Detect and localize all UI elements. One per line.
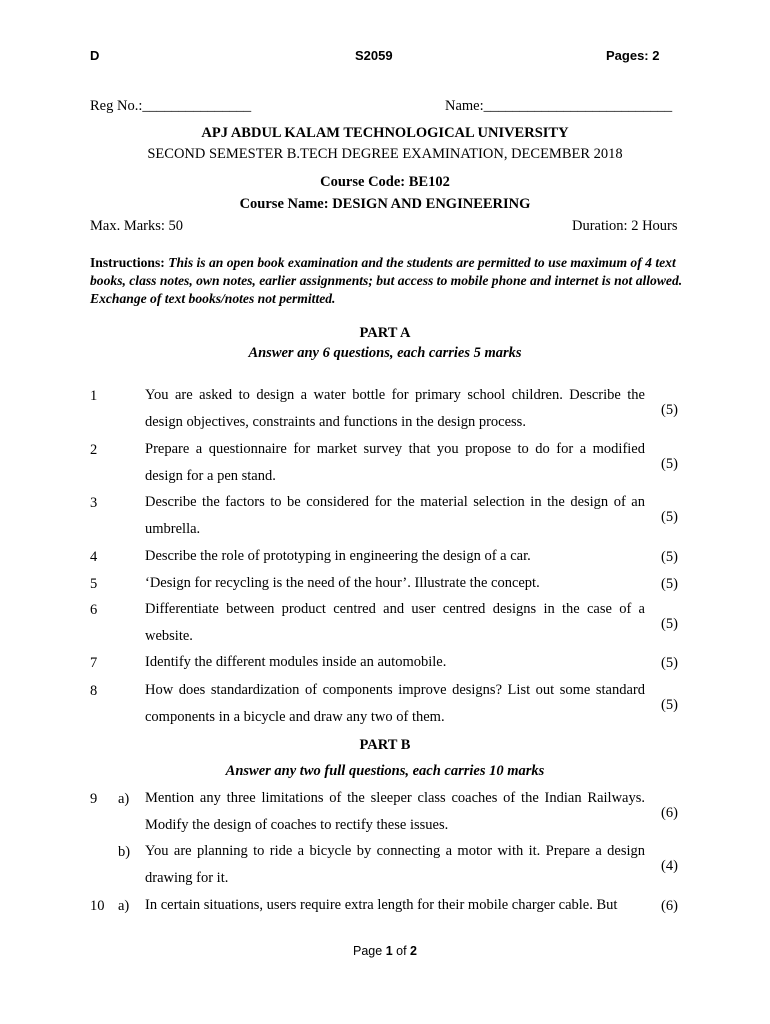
question-number: 6 xyxy=(90,602,98,618)
course-name: Course Name: DESIGN AND ENGINEERING xyxy=(239,196,531,212)
question-number: 4 xyxy=(90,549,98,565)
reg-no-field: Reg No.:_______________ xyxy=(90,98,252,114)
question-marks: (5) xyxy=(661,456,678,472)
question-text: Describe the role of prototyping in engineering the design of a car. xyxy=(145,548,531,564)
question-text: Mention any three limitations of the sleeper class coaches of the Indian Railways. Modify the design of coaches to rectify these issues. xyxy=(145,790,645,833)
question-marks: (5) xyxy=(661,576,678,592)
paper-code: S2059 xyxy=(355,48,393,63)
question-marks: (6) xyxy=(661,898,678,914)
question-marks: (4) xyxy=(661,858,678,874)
question-5 xyxy=(0,570,770,592)
footer-current-page: 1 xyxy=(385,944,393,958)
page-count: Pages: 2 xyxy=(606,48,660,63)
instructions-text: This is an open book examination and the students are permitted to use maximum of 4 text books, class notes, own notes, earlier assignments; but access to mobile phone and internet is not allowed. Exchange of text books/notes not permitted. xyxy=(90,255,683,306)
footer-prefix: Page xyxy=(353,944,386,958)
question-text: Describe the factors to be considered for the material selection in the design of an umbrella. xyxy=(145,494,645,537)
question-text: ‘Design for recycling is the need of the hour’. Illustrate the concept. xyxy=(145,575,540,591)
sub-question-label: a) xyxy=(118,898,130,914)
university-title: APJ ABDUL KALAM TECHNOLOGICAL UNIVERSITY xyxy=(201,125,569,141)
question-7 xyxy=(0,649,770,671)
instructions-label: Instructions: xyxy=(90,255,165,270)
question-number: 3 xyxy=(90,495,98,511)
part-a-subtitle: Answer any 6 questions, each carries 5 marks xyxy=(248,345,522,361)
question-text: How does standardization of components improve designs? List out some standard components in a bicycle and draw any two of them. xyxy=(145,682,645,725)
question-number: 10 xyxy=(90,898,105,914)
question-marks: (5) xyxy=(661,549,678,565)
paper-set-code: D xyxy=(90,48,100,63)
question-number: 5 xyxy=(90,576,98,592)
part-b-title: PART B xyxy=(359,737,411,753)
question-1 xyxy=(0,382,770,430)
question-text: You are asked to design a water bottle for primary school children. Describe the design objectives, constraints and functions in the design process. xyxy=(145,387,645,430)
question-text: In certain situations, users require extra length for their mobile charger cable. But xyxy=(145,897,618,913)
sub-question-label: b) xyxy=(118,844,131,860)
question-2 xyxy=(0,436,770,484)
question-marks: (5) xyxy=(661,697,678,713)
question-number: 1 xyxy=(90,388,98,404)
question-4 xyxy=(0,543,770,565)
course-code: Course Code: BE102 xyxy=(320,174,450,190)
question-marks: (5) xyxy=(661,655,678,671)
question-8 xyxy=(0,677,770,725)
question-marks: (5) xyxy=(661,509,678,525)
question-9a xyxy=(0,785,770,833)
exam-title: SECOND SEMESTER B.TECH DEGREE EXAMINATION, DECEMBER 2018 xyxy=(147,146,623,162)
question-number: 7 xyxy=(90,655,98,671)
duration: Duration: 2 Hours xyxy=(572,218,678,234)
question-number: 9 xyxy=(90,791,98,807)
name-field: Name:__________________________ xyxy=(445,98,673,114)
question-marks: (5) xyxy=(661,402,678,418)
question-3 xyxy=(0,489,770,537)
question-6 xyxy=(0,596,770,644)
question-marks: (6) xyxy=(661,805,678,821)
question-text: You are planning to ride a bicycle by connecting a motor with it. Prepare a design drawing for it. xyxy=(145,843,645,886)
question-9b xyxy=(0,838,770,886)
question-number: 2 xyxy=(90,442,98,458)
question-number: 8 xyxy=(90,683,98,699)
footer-total-pages: 2 xyxy=(410,944,417,958)
sub-question-label: a) xyxy=(118,791,130,807)
footer-mid: of xyxy=(392,944,411,958)
question-text: Differentiate between product centred and user centred designs in the case of a website. xyxy=(145,601,645,644)
question-text: Identify the different modules inside an automobile. xyxy=(145,654,447,670)
page-footer xyxy=(0,944,770,958)
part-a-title: PART A xyxy=(359,325,411,341)
question-text: Prepare a questionnaire for market survey that you propose to do for a modified design for a pen stand. xyxy=(145,441,645,484)
question-10a xyxy=(0,892,770,914)
part-b-subtitle: Answer any two full questions, each carries 10 marks xyxy=(225,763,545,779)
max-marks: Max. Marks: 50 xyxy=(90,218,184,234)
question-marks: (5) xyxy=(661,616,678,632)
instructions xyxy=(90,254,690,308)
